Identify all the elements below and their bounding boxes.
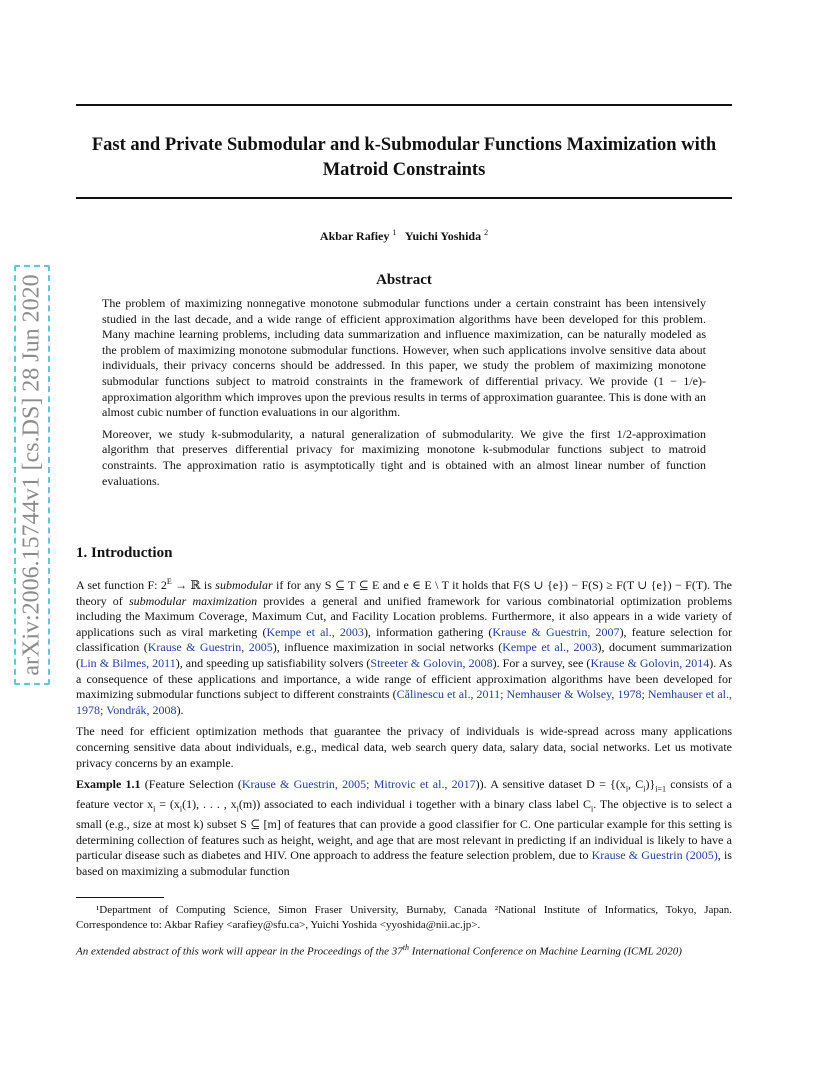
citation-link[interactable]: Krause & Golovin, 2014 [590, 655, 710, 670]
footnote-rule [76, 897, 164, 898]
citation-link[interactable]: Krause & Guestrin, 2005 [147, 640, 273, 655]
title-line-2: Matroid Constraints [322, 160, 486, 180]
section-heading: 1. Introduction [76, 545, 173, 561]
proceedings-note: An extended abstract of this work will appear in the Proceedings of the 37th International Conference on Machine Learning (ICML 2020) [76, 943, 682, 958]
citation-link[interactable]: Krause & Guestrin, 2005; Mitrovic et al., 2017 [241, 777, 476, 792]
footnote-text: ¹Department of Computing Science, Simon Fraser University, Burnaby, Canada ²National Institute of Informatics, Tokyo, Japan. Correspondence to: Akbar Rafiey <arafiey@sfu.ca>, Yuichi Yoshida <yyoshida@nii.ac.jp>. [76, 904, 732, 931]
intro-paragraph: The need for efficient optimization methods that guarantee the privacy of individuals is wide-spread across many applications concerning sensitive data about individuals, e.g., medical data, web search query data, salary data, social networks. Let us motivate privacy concerns by an example. [76, 724, 732, 770]
citation-link[interactable]: Krause & Guestrin (2005) [591, 848, 718, 863]
abstract-body [102, 296, 706, 489]
affiliation-marker: 1 [392, 228, 397, 237]
intro-body [76, 574, 732, 879]
title-line-1: Fast and Private Submodular and k-Submodular Functions Maximization with [91, 135, 717, 155]
citation-link[interactable]: Krause & Guestrin, 2007 [492, 624, 620, 639]
authors [76, 228, 732, 244]
author-name: Akbar Rafiey [319, 229, 390, 243]
example-label: Example 1.1 [76, 777, 141, 792]
affiliation-marker: 2 [484, 228, 489, 237]
footnote [76, 903, 732, 933]
citation-link[interactable]: Kempe et al., 2003 [266, 624, 364, 639]
citation-link[interactable]: Streeter & Golovin, 2008 [370, 655, 493, 670]
paper-title [76, 133, 732, 183]
arxiv-id: arXiv:2006.15744v1 [cs.DS] 28 Jun 2020 [18, 274, 45, 676]
example-paragraph: Example 1.1 (Feature Selection (Krause & Guestrin, 2005; Mitrovic et al., 2017)). A sensitive dataset $D = \{(x_i$, $C_i)\}_{i=1}$ consists of a feature vector $x_i = (x_i(1)$, . . . , $x_i(m)$) associated to each individual i together with a binary class label $C_i$. The objective is to select a small (e.g., size at most k) subset S ⊆ [m] of features that can provide a good classifier for C. One particular example for this setting is determining collection of features such as height, weight, and age that are most relevant in predicting if an individual is likely to have a particular disease such as diabetes and HIV. One approach to address the feature selection problem, due to Krause & Guestrin (2005), is based on maximizing a submodular function [76, 777, 733, 878]
citation-link[interactable]: Lin & Bilmes, 2011 [80, 655, 176, 670]
top-rule [76, 104, 732, 106]
abstract-paragraph: The problem of maximizing nonnegative monotone submodular functions under a certain constraint has been intensively studied in the last decade, and a wide range of efficient approximation algorithms have been developed for this problem. Many machine learning problems, including data summarization and influence maximization, can be naturally modeled as the problem of maximizing monotone submodular functions. However, when such applications involve sensitive data about individuals, their privacy concerns should be addressed. In this paper, we study the problem of maximizing monotone submodular functions subject to matroid constraints in the framework of differential privacy. We provide (1 − 1/e)-approximation algorithm which improves upon the previous results in terms of approximation guarantee. This is done with an almost cubic number of function evaluations in our algorithm. [102, 296, 706, 420]
abstract-paragraph: Moreover, we study k-submodularity, a natural generalization of submodularity. We give the first 1/2-approximation algorithm that preserves differential privacy for maximizing monotone k-submodular functions subject to matroid constraints. The approximation ratio is asymptotically tight and is obtained with an almost linear number of function evaluations. [102, 426, 706, 488]
citation-link[interactable]: Călinescu et al., 2011; Nemhauser & Wolsey, 1978; Nemhauser et al., 1978; Vondrák, 2008 [76, 687, 732, 717]
title-bottom-rule [76, 197, 732, 199]
author-name: Yuichi Yoshida [404, 229, 482, 243]
arxiv-stamp [10, 265, 54, 685]
abstract-heading: Abstract [376, 272, 432, 288]
citation-link[interactable]: Kempe et al., 2003 [502, 640, 598, 655]
intro-paragraph: A set function F: $2^E$ → ℝ is submodular if for any S ⊆ T ⊆ E and e ∈ E \ T it holds that F(S ∪ {e}) − F(S) ≥ F(T ∪ {e}) − F(T). The theory of submodular maximization provides a general and unified framework for various combinatorial optimization problems including the Maximum Coverage, Maximum Cut, and Facility Location problems. Furthermore, it also appears in a wide variety of applications such as viral marketing (Kempe et al., 2003), information gathering (Krause & Guestrin, 2007), feature selection for classification (Krause & Guestrin, 2005), influence maximization in social networks (Kempe et al., 2003), document summarization (Lin & Bilmes, 2011), and speeding up satisfiability solvers (Streeter & Golovin, 2008). For a survey, see (Krause & Golovin, 2014). As a consequence of these applications and importance, a wide range of efficient approximation algorithms have been developed for maximizing submodular functions subject to different constraints (Călinescu et al., 2011; Nemhauser & Wolsey, 1978; Nemhauser et al., 1978; Vondrák, 2008). [76, 577, 733, 717]
